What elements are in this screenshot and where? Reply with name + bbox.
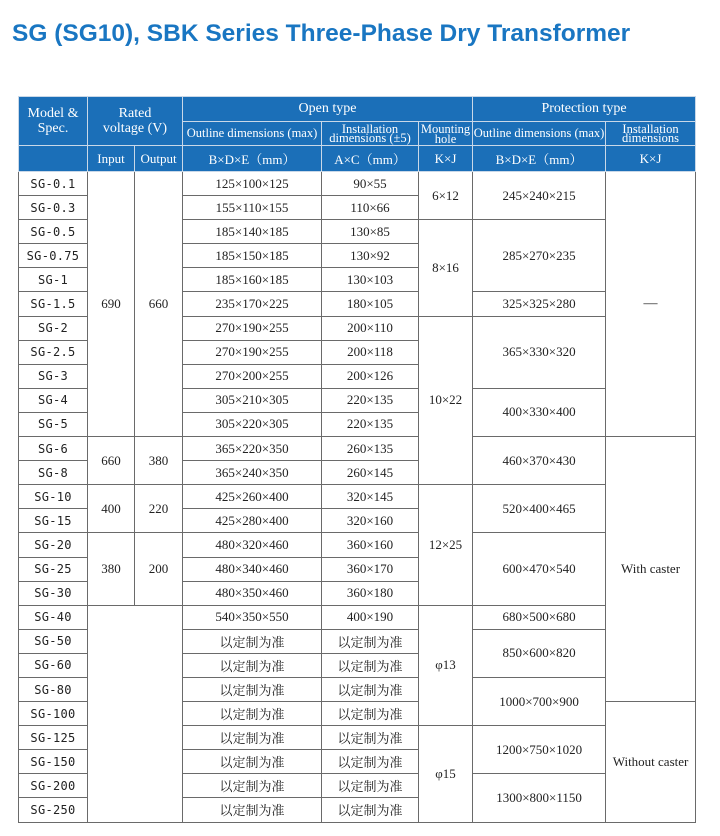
mounting-cell: 6×12 xyxy=(419,172,473,220)
mounting-cell: φ13 xyxy=(419,605,473,725)
model-cell: SG-25 xyxy=(19,557,88,581)
install-cell: 260×145 xyxy=(322,461,419,485)
prot-install-cell: With caster xyxy=(606,437,696,702)
outline-cell: 155×110×155 xyxy=(183,196,322,220)
model-cell: SG-10 xyxy=(19,485,88,509)
prot-outline-cell: 520×400×465 xyxy=(473,485,606,533)
outline-cell: 365×220×350 xyxy=(183,437,322,461)
install-cell: 110×66 xyxy=(322,196,419,220)
table-row xyxy=(19,485,696,509)
install-cell: 以定制为准 xyxy=(322,750,419,774)
model-cell: SG-1 xyxy=(19,268,88,292)
model-cell: SG-20 xyxy=(19,533,88,557)
model-cell: SG-40 xyxy=(19,605,88,629)
header-output: Output xyxy=(135,146,183,172)
header-kxj: K×J xyxy=(419,146,473,172)
outline-cell: 185×140×185 xyxy=(183,220,322,244)
install-cell: 200×118 xyxy=(322,340,419,364)
output-voltage-cell: 200 xyxy=(135,533,183,605)
mounting-cell: 10×22 xyxy=(419,316,473,485)
model-cell: SG-8 xyxy=(19,461,88,485)
install-cell: 以定制为准 xyxy=(322,798,419,822)
header-mounting-hole: Mounting hole xyxy=(419,122,473,146)
outline-cell: 365×240×350 xyxy=(183,461,322,485)
model-cell: SG-1.5 xyxy=(19,292,88,316)
install-cell: 以定制为准 xyxy=(322,774,419,798)
outline-cell: 以定制为准 xyxy=(183,702,322,726)
table-header xyxy=(19,97,696,172)
install-cell: 以定制为准 xyxy=(322,726,419,750)
outline-cell: 235×170×225 xyxy=(183,292,322,316)
outline-cell: 270×190×255 xyxy=(183,340,322,364)
install-cell: 130×103 xyxy=(322,268,419,292)
model-cell: SG-60 xyxy=(19,653,88,677)
install-cell: 360×170 xyxy=(322,557,419,581)
prot-outline-cell: 1000×700×900 xyxy=(473,677,606,725)
table-body xyxy=(19,172,696,823)
install-cell: 360×180 xyxy=(322,581,419,605)
prot-outline-cell: 245×240×215 xyxy=(473,172,606,220)
install-cell: 220×135 xyxy=(322,388,419,412)
header-model-blank xyxy=(19,146,88,172)
header-prot-kxj: K×J xyxy=(606,146,696,172)
input-voltage-cell: 690 xyxy=(88,172,135,437)
model-cell: SG-150 xyxy=(19,750,88,774)
header-outline-dimensions: Outline dimensions (max) xyxy=(183,122,322,146)
output-voltage-cell: 660 xyxy=(135,172,183,437)
install-cell: 320×145 xyxy=(322,485,419,509)
install-cell: 400×190 xyxy=(322,605,419,629)
prot-outline-cell: 1300×800×1150 xyxy=(473,774,606,822)
install-cell: 260×135 xyxy=(322,437,419,461)
prot-outline-cell: 850×600×820 xyxy=(473,629,606,677)
input-voltage-cell: 400 xyxy=(88,485,135,533)
outline-cell: 425×260×400 xyxy=(183,485,322,509)
prot-install-cell: — xyxy=(606,172,696,437)
outline-cell: 125×100×125 xyxy=(183,172,322,196)
outline-cell: 305×210×305 xyxy=(183,388,322,412)
model-cell: SG-3 xyxy=(19,364,88,388)
install-cell: 90×55 xyxy=(322,172,419,196)
mounting-cell: 8×16 xyxy=(419,220,473,316)
model-cell: SG-6 xyxy=(19,437,88,461)
prot-outline-cell: 600×470×540 xyxy=(473,533,606,605)
install-cell: 以定制为准 xyxy=(322,653,419,677)
header-prot-bde: B×D×E（mm） xyxy=(473,146,606,172)
outline-cell: 以定制为准 xyxy=(183,677,322,701)
outline-cell: 185×150×185 xyxy=(183,244,322,268)
outline-cell: 以定制为准 xyxy=(183,629,322,653)
prot-outline-cell: 680×500×680 xyxy=(473,605,606,629)
prot-outline-cell: 325×325×280 xyxy=(473,292,606,316)
header-installation-dimensions: Installation dimensions (±5) xyxy=(322,122,419,146)
outline-cell: 以定制为准 xyxy=(183,774,322,798)
output-voltage-cell: 380 xyxy=(135,437,183,485)
model-cell: SG-15 xyxy=(19,509,88,533)
model-cell: SG-0.5 xyxy=(19,220,88,244)
install-cell: 180×105 xyxy=(322,292,419,316)
table-row xyxy=(19,437,696,461)
model-cell: SG-50 xyxy=(19,629,88,653)
outline-cell: 185×160×185 xyxy=(183,268,322,292)
prot-outline-cell: 400×330×400 xyxy=(473,388,606,436)
model-cell: SG-2.5 xyxy=(19,340,88,364)
outline-cell: 480×320×460 xyxy=(183,533,322,557)
header-bde: B×D×E（mm） xyxy=(183,146,322,172)
prot-outline-cell: 460×370×430 xyxy=(473,437,606,485)
page-title: SG (SG10), SBK Series Three-Phase Dry Transformer xyxy=(12,20,631,47)
install-cell: 220×135 xyxy=(322,412,419,436)
spec-table xyxy=(18,96,696,823)
outline-cell: 540×350×550 xyxy=(183,605,322,629)
install-cell: 以定制为准 xyxy=(322,629,419,653)
voltage-blank-cell xyxy=(88,605,183,822)
input-voltage-cell: 380 xyxy=(88,533,135,605)
prot-outline-cell: 365×330×320 xyxy=(473,316,606,388)
output-voltage-cell: 220 xyxy=(135,485,183,533)
outline-cell: 270×200×255 xyxy=(183,364,322,388)
outline-cell: 以定制为准 xyxy=(183,750,322,774)
install-cell: 130×92 xyxy=(322,244,419,268)
header-input: Input xyxy=(88,146,135,172)
install-cell: 200×110 xyxy=(322,316,419,340)
header-prot-installation-dimensions: Installation dimensions xyxy=(606,122,696,146)
install-cell: 以定制为准 xyxy=(322,702,419,726)
header-protection-type: Protection type xyxy=(473,97,696,122)
header-open-type: Open type xyxy=(183,97,473,122)
model-cell: SG-0.1 xyxy=(19,172,88,196)
model-cell: SG-5 xyxy=(19,412,88,436)
model-cell: SG-0.3 xyxy=(19,196,88,220)
outline-cell: 305×220×305 xyxy=(183,412,322,436)
model-cell: SG-0.75 xyxy=(19,244,88,268)
table-row xyxy=(19,533,696,557)
header-model: Model & Spec. xyxy=(19,97,88,146)
prot-outline-cell: 1200×750×1020 xyxy=(473,726,606,774)
model-cell: SG-100 xyxy=(19,702,88,726)
outline-cell: 270×190×255 xyxy=(183,316,322,340)
prot-outline-cell: 285×270×235 xyxy=(473,220,606,292)
outline-cell: 480×340×460 xyxy=(183,557,322,581)
header-axc: A×C（mm） xyxy=(322,146,419,172)
model-cell: SG-80 xyxy=(19,677,88,701)
model-cell: SG-200 xyxy=(19,774,88,798)
header-rated-voltage: Rated voltage (V) xyxy=(88,97,183,146)
install-cell: 360×160 xyxy=(322,533,419,557)
outline-cell: 425×280×400 xyxy=(183,509,322,533)
table-row xyxy=(19,605,696,629)
input-voltage-cell: 660 xyxy=(88,437,135,485)
table-row xyxy=(19,172,696,196)
model-cell: SG-30 xyxy=(19,581,88,605)
install-cell: 以定制为准 xyxy=(322,677,419,701)
model-cell: SG-4 xyxy=(19,388,88,412)
install-cell: 130×85 xyxy=(322,220,419,244)
outline-cell: 480×350×460 xyxy=(183,581,322,605)
prot-install-cell: Without caster xyxy=(606,702,696,822)
install-cell: 320×160 xyxy=(322,509,419,533)
header-prot-outline-dimensions: Outline dimensions (max) xyxy=(473,122,606,146)
install-cell: 200×126 xyxy=(322,364,419,388)
model-cell: SG-2 xyxy=(19,316,88,340)
outline-cell: 以定制为准 xyxy=(183,726,322,750)
outline-cell: 以定制为准 xyxy=(183,653,322,677)
mounting-cell: φ15 xyxy=(419,726,473,822)
outline-cell: 以定制为准 xyxy=(183,798,322,822)
mounting-cell: 12×25 xyxy=(419,485,473,605)
model-cell: SG-250 xyxy=(19,798,88,822)
model-cell: SG-125 xyxy=(19,726,88,750)
